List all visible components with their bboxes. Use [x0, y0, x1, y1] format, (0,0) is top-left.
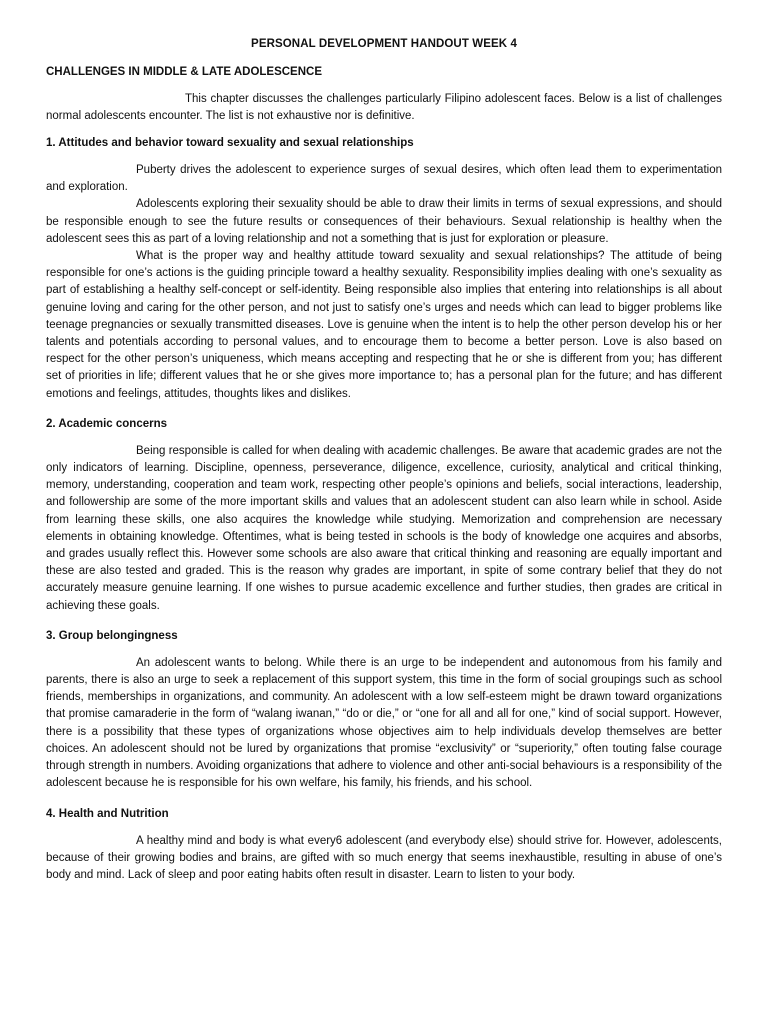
paragraph: Puberty drives the adolescent to experience surges of sexual desires, which often lead them to experimentation and exploration. [46, 164, 722, 194]
paragraph: A healthy mind and body is what every6 adolescent (and everybody else) should strive for. However, adolescents, because of their growing bodies and brains, are gifted with so much energy that seems inexhaustible, resulting in abuse of one’s body and mind. Lack of sleep and poor eating habits often result in disaster. Learn to listen to your body. [46, 834, 722, 881]
section-health [46, 806, 722, 885]
section-heading: 4. Health and Nutrition [46, 807, 169, 820]
section-heading: 3. Group belongingness [46, 629, 178, 642]
intro-paragraph: This chapter discusses the challenges particularly Filipino adolescent faces. Below is a list of challenges normal adolescents encounter. The list is not exhaustive nor is definitive. [46, 93, 722, 122]
paragraph: Being responsible is called for when dealing with academic challenges. Be aware that academic grades are not the only indicators of learning. Discipline, openness, perseverance, diligence, excellence, curiosity, analytical and critical thinking, memory, understanding, cooperation and team work, respecting other people’s opinions and beliefs, social interactions, leadership, and followership are some of the more important skills and values that an adolescent student can also learn while in school. Aside from learning these skills, one also acquires the knowledge while studying. Memorization and comprehension are necessary elements in obtaining knowledge. Oftentimes, what is being tested in schools is the body of knowledge one acquires and absorbs, and grades usually reflect this. However some schools are also aware that critical thinking and reasoning are equally important and these are also tested and graded. This is the reason why grades are important, in spite of some contrary belief that they do not accurately measure genuine learning. If one wishes to pursue academic excellence and further studies, then grades are critical in achieving these goals. [46, 444, 722, 612]
section-heading: 1. Attitudes and behavior toward sexuality and sexual relationships [46, 137, 414, 149]
paragraph: An adolescent wants to belong. While there is an urge to be independent and autonomous from his family and parents, there is also an urge to seek a replacement of this support system, this time in the form of social groupings such as school friends, memberships in organizations, and community. An adolescent with a low self-esteem might be drawn toward organizations that promise camaraderie in the form of “walang iwanan,” “do or die,” or “one for all and all for one,” kind of social support. However, there is a possibility that these types of organizations whose objectives aim to help individuals develop themselves are better choices. An adolescent should not be lured by organizations that promise “exclusivity” or “superiority,” often touting false courage through strength in numbers. Avoiding organizations that adhere to violence and other anti-social behaviours is a responsibility of the adolescent because he is responsible for his own welfare, his family, his friends, and his school. [46, 656, 722, 790]
document-title: PERSONAL DEVELOPMENT HANDOUT WEEK 4 [251, 38, 517, 50]
section-academic [46, 416, 722, 615]
section-heading: 2. Academic concerns [46, 417, 168, 430]
chapter-heading: CHALLENGES IN MIDDLE & LATE ADOLESCENCE [46, 66, 323, 78]
section-sexuality [46, 135, 722, 403]
paragraph: What is the proper way and healthy attitude toward sexuality and sexual relationships? The attitude of being responsible for one’s actions is the guiding principle toward a healthy sexuality. Responsibility implies dealing with one’s sexuality as part of establishing a healthy self-concept or self-identity. Being responsible also implies that entering into relationships is all about genuine loving and caring for the other person, and not just to satisfy one’s urges and needs which can lead to bigger problems like teenage pregnancies or sexually transmitted diseases. Love is genuine when the intent is to help the other person develop his or her talents and potentials according to personal values, and to encourage them to become a better person. Love is also based on respect for the other person’s uniqueness, which means accepting and respecting that he or she is different from you; has different set of priorities in life; different values that he or she gives more importance to; has a personal plan for the future; and has different emotions and feelings, attitudes, thoughts likes and dislikes. [46, 250, 722, 400]
paragraph: Adolescents exploring their sexuality should be able to draw their limits in terms of sexual expressions, and should be responsible enough to see the future results or consequences of their behaviours. Sexual relationship is healthy when the adolescent sees this as part of a loving relationship and not a something that is just for exploration or pleasure. [46, 198, 722, 245]
section-group [46, 628, 722, 793]
